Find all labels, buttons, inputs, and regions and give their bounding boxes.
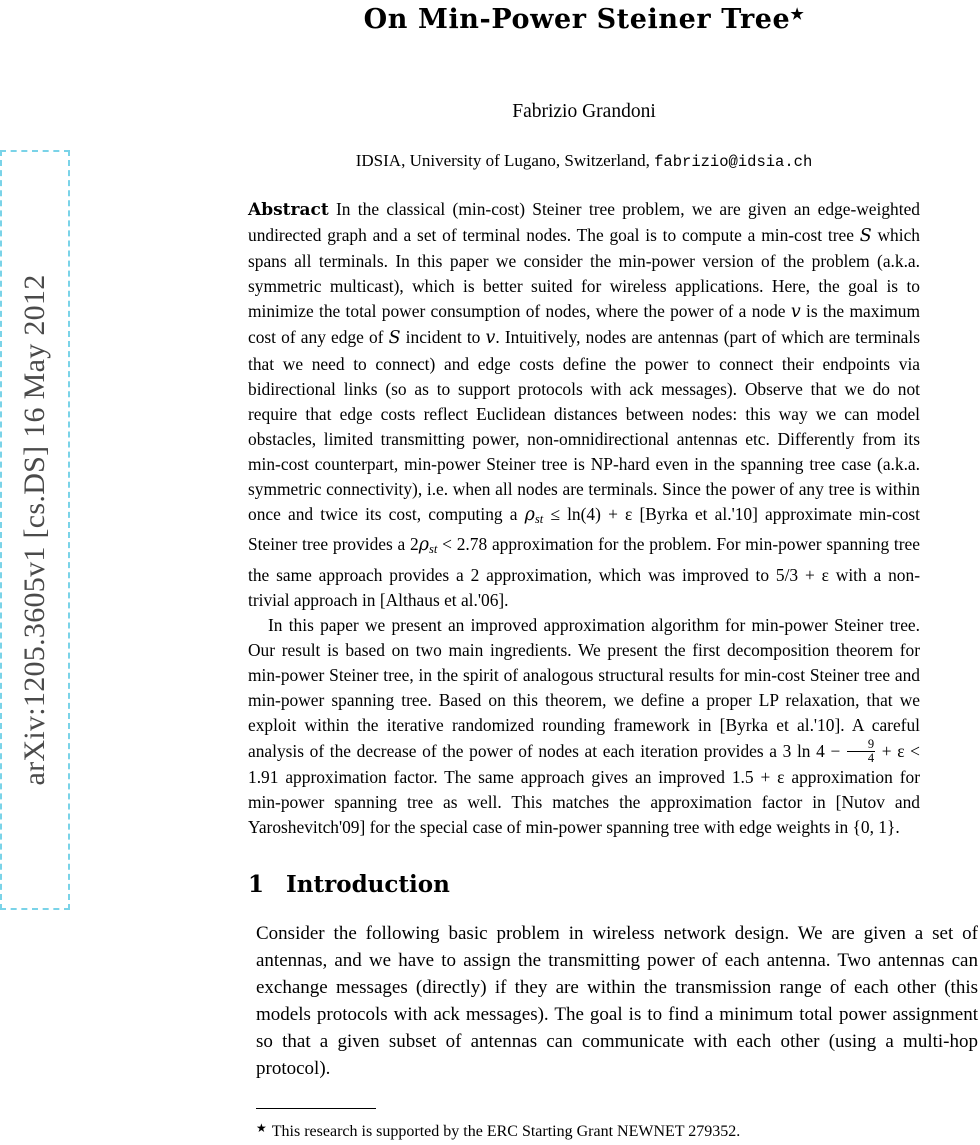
section-heading-introduction xyxy=(248,871,938,898)
paper-content xyxy=(248,0,978,1101)
math-S-1: S xyxy=(859,226,872,247)
arxiv-stamp-text: arXiv:1205.3605v1 [cs.DS] 16 May 2012 xyxy=(18,274,51,786)
abstract-p1-c: is the maximum cost of any edge of xyxy=(248,301,920,348)
footnote-marker: ★ xyxy=(256,1121,267,1135)
affiliation-email[interactable]: fabrizio@idsia.ch xyxy=(654,153,813,171)
section-number: 1 xyxy=(248,870,265,898)
math-rho-1: ρ xyxy=(524,505,535,526)
abstract-p2-a: In this paper we present an improved approximation algorithm for min-power Steiner tree. Our result is based on two main ingredients. We present the first decomposition theorem for min-power Steiner tree, in the spirit of analogous structural results for min-cost Steiner tree and min-power spanning tree. Based on this theorem, we define a proper LP relaxation, that we exploit within the iterative randomized rounding framework in [Byrka et al.'10]. A careful analysis of the decrease of the power of nodes at each iteration provides a 3 ln 4 − xyxy=(248,614,920,761)
abstract-label: Abstract xyxy=(248,200,329,220)
author-name: Fabrizio Grandoni xyxy=(512,101,656,122)
arxiv-stamp-box xyxy=(0,150,70,910)
page-title-text: On Min-Power Steiner Tree xyxy=(363,4,791,35)
math-rho-1-sub: st xyxy=(534,512,544,527)
abstract-paragraph-2 xyxy=(248,613,920,841)
abstract-p1-f: ≤ ln(4) + ε [Byrka et al.'10] approximate min-cost Steiner tree provides a 2 xyxy=(248,504,920,555)
abstract-p1-a: In the classical (min-cost) Steiner tree problem, we are given an edge-weighted undirected graph and a set of terminal nodes. The goal is to compute a min-cost tree xyxy=(248,199,920,246)
fraction-denominator: 4 xyxy=(867,751,875,766)
math-v-2: v xyxy=(485,328,496,349)
fraction-nine-fourths xyxy=(847,738,875,765)
footnote-area xyxy=(256,1108,956,1142)
title-footnote-marker: ★ xyxy=(790,5,805,23)
section-title: Introduction xyxy=(286,870,450,898)
abstract-paragraph-1 xyxy=(248,197,920,613)
math-rho-2-sub: st xyxy=(429,542,438,557)
abstract-p2-b: + ε < 1.91 approximation factor. The same approach gives an improved 1.5 + ε approximation for min-power spanning tree as well. This matches the approximation factor in [Nutov and Yaroshevitch'09] for the special case of min-power spanning tree with edge weights in {0, 1}. xyxy=(248,741,920,838)
affiliation xyxy=(230,151,938,171)
page-title xyxy=(230,4,938,35)
abstract-section xyxy=(248,197,920,841)
abstract-p1-d: incident to xyxy=(400,327,486,348)
abstract-p1-b: which spans all terminals. In this paper we consider the min-power version of the problem (a.k.a. symmetric multicast), which is better suited for wireless applications. Here, the goal is to minimize the total power consumption of nodes, where the power of a node xyxy=(248,225,920,322)
abstract-p1-g: < 2.78 approximation for the problem. For min-power spanning tree the same approach provides a 2 approximation, which was improved to 5/3 + ε with a non-trivial approach in [Althaus et al.'06]. xyxy=(248,534,920,610)
math-v-1: v xyxy=(790,302,801,323)
footnote-rule xyxy=(256,1108,376,1109)
arxiv-stamp xyxy=(0,150,70,910)
footnote xyxy=(256,1118,956,1142)
footnote-text: This research is supported by the ERC Starting Grant NEWNET 279352. xyxy=(271,1123,741,1140)
section-paragraph-intro: Consider the following basic problem in wireless network design. We are given a set of antennas, and we have to assign the transmitting power of each antenna. Two antennas can exchange messages (directly) if they are within the transmission range of each other (this models protocols with ack messages). The goal is to find a minimum total power assignment so that a given subset of antennas can communicate with each other (using a multi-hop protocol). xyxy=(256,922,978,1079)
math-S-2: S xyxy=(388,328,401,349)
fraction-numerator: 9 xyxy=(847,738,875,752)
affiliation-text: IDSIA, University of Lugano, Switzerland, xyxy=(355,151,655,170)
abstract-p1-e: . Intuitively, nodes are antennas (part of which are terminals that we need to connect) and edge costs define the power to connect their endpoints via bidirectional links (so as to support protocols with ack messages). Observe that we do not require that edge costs reflect Euclidean distances between nodes: this way we can model obstacles, limited transmitting power, non-omnidirectional antennas etc. Differently from its min-cost counterpart, min-power Steiner tree is NP-hard even in the spanning tree case (a.k.a. symmetric connectivity), i.e. when all nodes are terminals. Since the power of any tree is within once and twice its cost, computing a xyxy=(248,327,921,525)
math-rho-2: ρ xyxy=(418,535,429,556)
